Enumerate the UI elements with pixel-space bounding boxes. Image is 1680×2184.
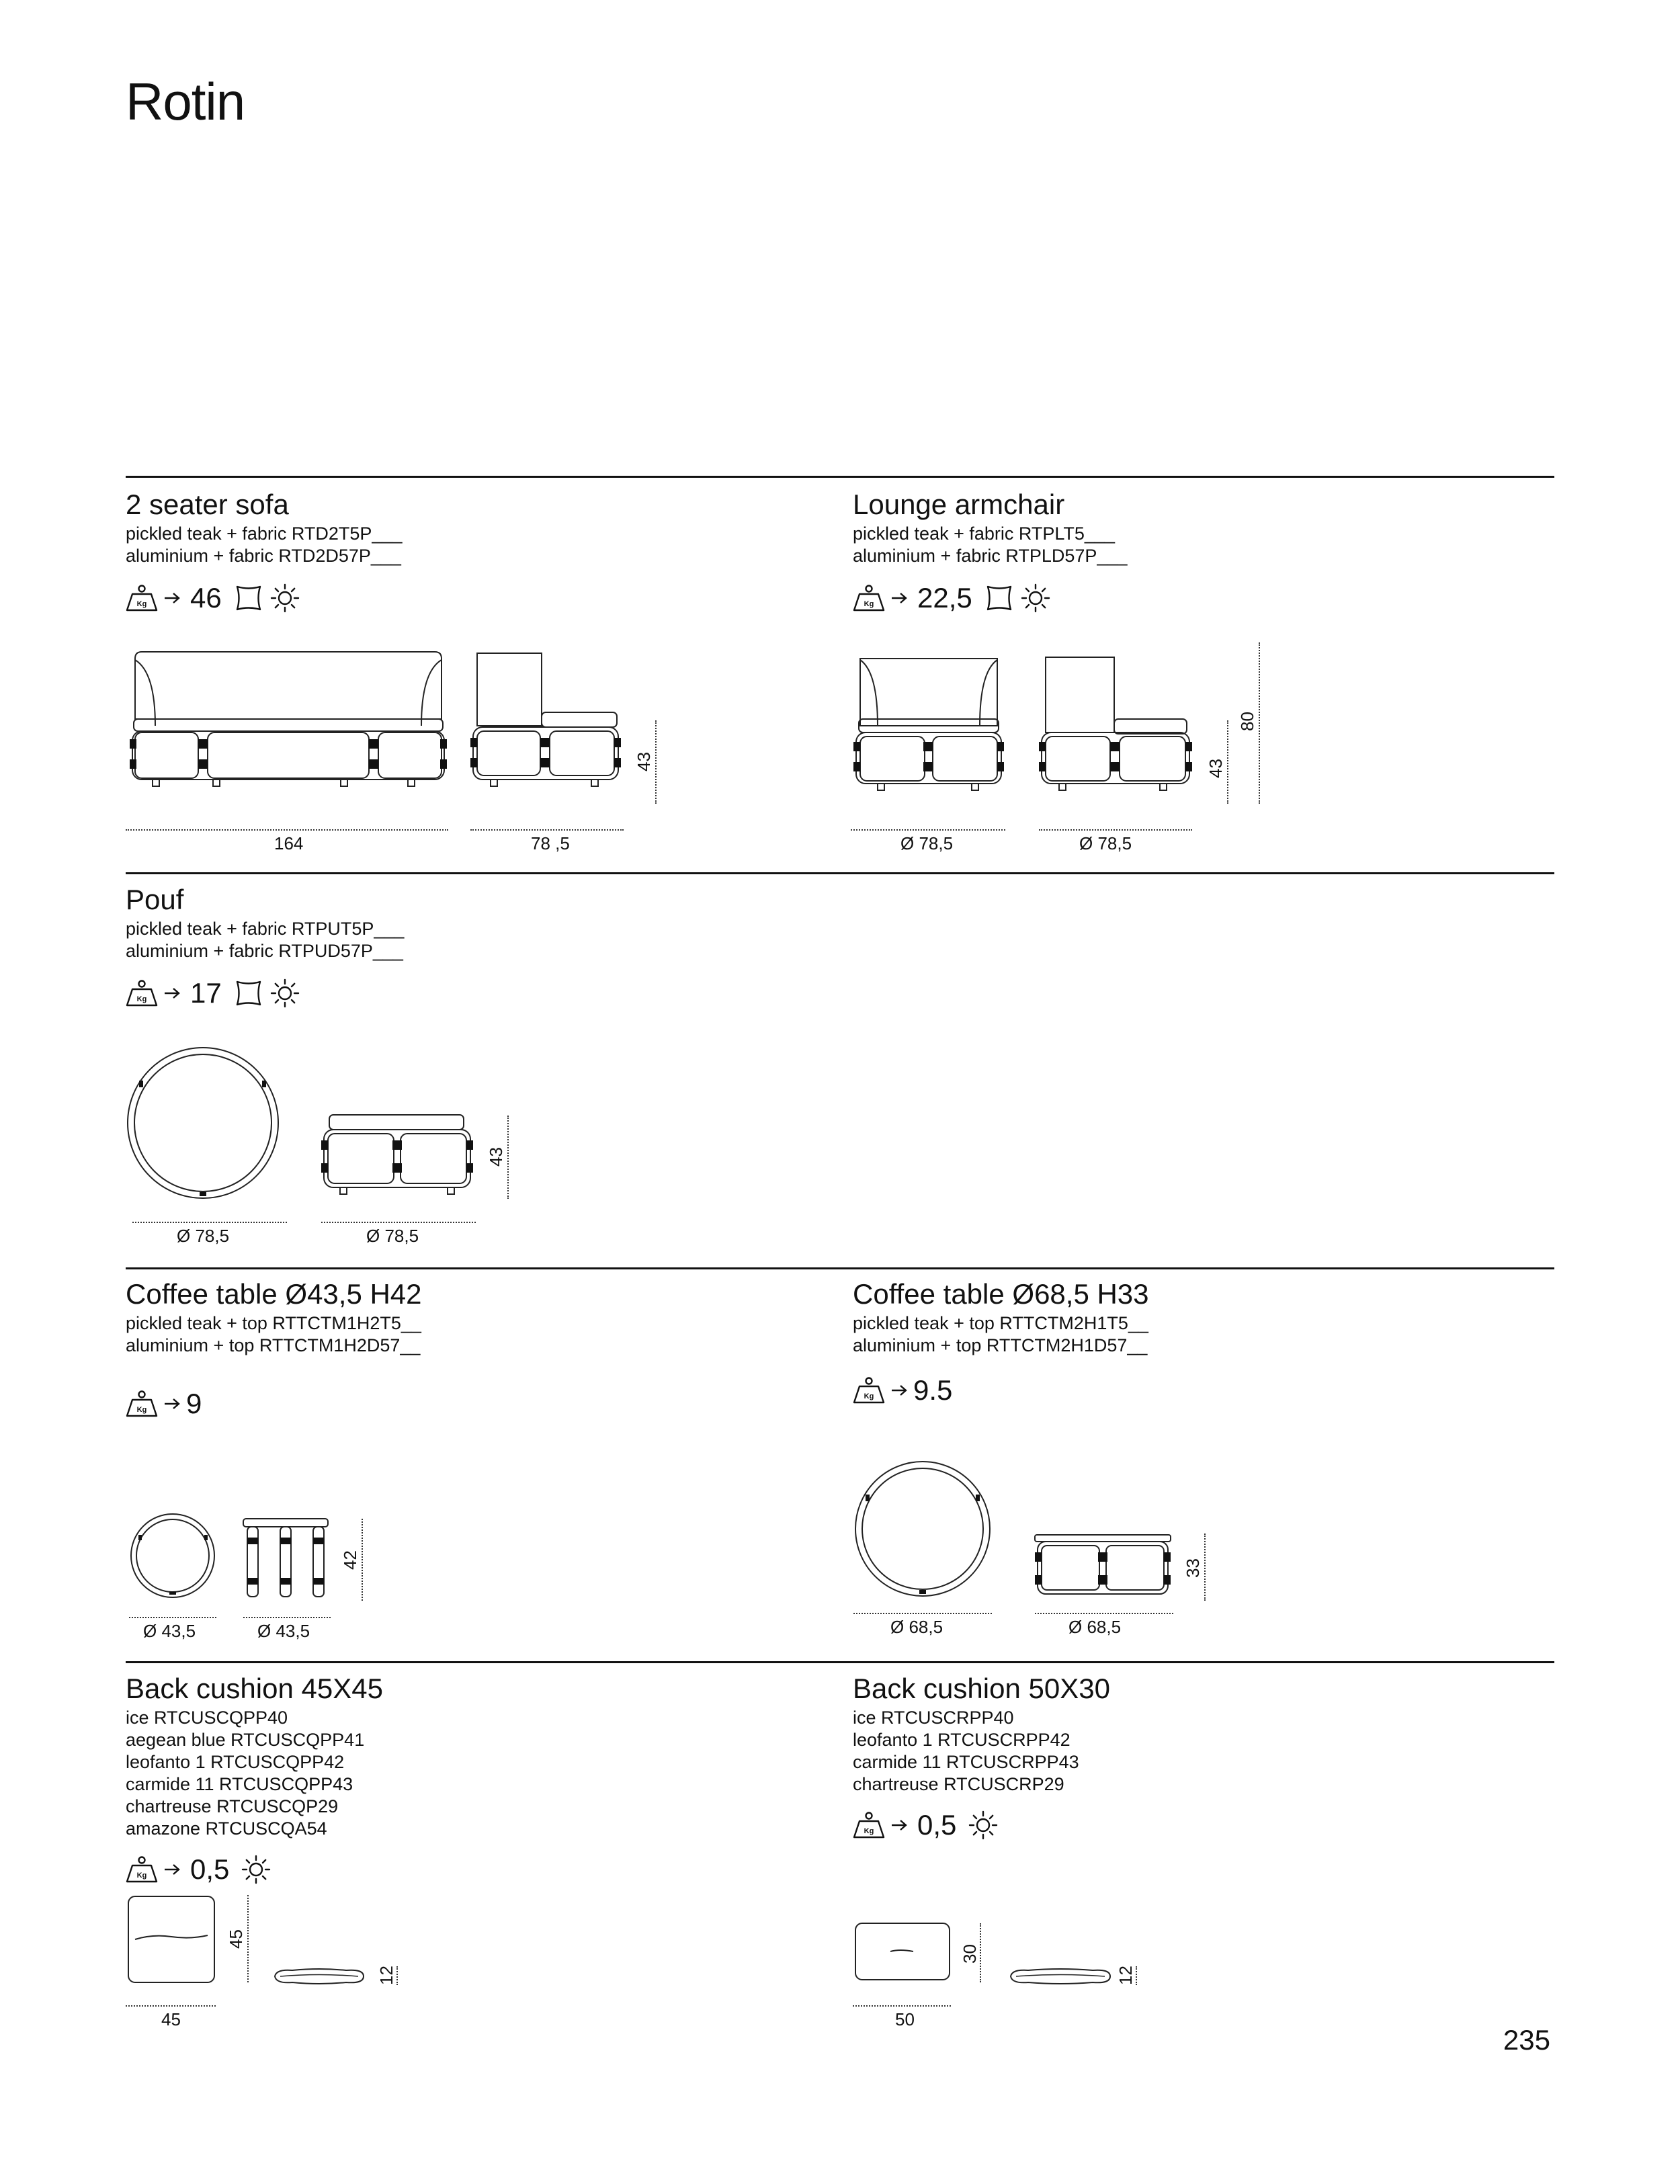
dimension-line — [243, 1617, 331, 1618]
product-variant: carmide 11 RTCUSCRPP43 — [853, 1752, 1079, 1772]
dimension-line — [1039, 829, 1192, 831]
weight-value: 0,5 — [190, 1853, 230, 1885]
product-variant: pickled teak + fabric RTD2T5P___ — [126, 523, 403, 544]
dimension-line — [1227, 720, 1228, 804]
weight-icon — [126, 1856, 158, 1883]
product-variant: aluminium + fabric RTPUD57P___ — [126, 941, 403, 961]
weight-icon — [853, 1377, 885, 1404]
arrow-icon — [163, 986, 181, 1000]
product-variant: leofanto 1 RTCUSCRPP42 — [853, 1730, 1070, 1750]
spec-icons — [853, 1370, 1149, 1411]
armchair-front-drawing — [851, 652, 1007, 813]
spec-icons — [126, 578, 402, 618]
dimension-side: Ø 78,5 — [366, 1226, 419, 1246]
product-variant: carmide 11 RTCUSCQPP43 — [126, 1774, 353, 1794]
dimension-line — [362, 1519, 363, 1601]
dimension-height: 43 — [485, 1147, 506, 1167]
product-variant: pickled teak + top RTTCTM1H2T5__ — [126, 1313, 421, 1333]
weight-icon — [126, 1390, 158, 1417]
product-variant: leofanto 1 RTCUSCQPP42 — [126, 1752, 345, 1772]
dimension-line — [853, 2005, 951, 2007]
cushion-icon — [234, 978, 263, 1008]
weight-value: 46 — [190, 582, 222, 614]
dimension-line — [126, 829, 448, 831]
table-large-top-drawing — [853, 1460, 992, 1598]
sun-icon — [270, 978, 300, 1008]
dimension-line — [129, 1617, 216, 1618]
product-title: 2 seater sofa — [126, 489, 289, 520]
sun-icon — [270, 583, 300, 613]
product-title: Coffee table Ø68,5 H33 — [853, 1278, 1149, 1310]
sun-icon — [241, 1855, 271, 1884]
dimension-line — [1204, 1534, 1206, 1601]
product-title: Coffee table Ø43,5 H42 — [126, 1278, 422, 1310]
dimension-height: 43 — [633, 752, 654, 771]
dimension-top: Ø 43,5 — [143, 1621, 196, 1641]
product-variant: aegean blue RTCUSCQPP41 — [126, 1730, 365, 1750]
weight-icon — [853, 1812, 885, 1839]
weight-icon — [853, 585, 885, 612]
product-variant: pickled teak + top RTTCTM2H1T5__ — [853, 1313, 1148, 1333]
table-large-side-drawing — [1034, 1534, 1172, 1599]
cushion-45-front-drawing — [126, 1894, 217, 1985]
spec-icons — [126, 973, 404, 1013]
arrow-icon — [163, 1863, 181, 1876]
product-variant: ice RTCUSCRPP40 — [853, 1708, 1014, 1728]
product-variant: chartreuse RTCUSCRP29 — [853, 1774, 1064, 1794]
pouf-top-drawing — [126, 1046, 280, 1200]
table-small-side-drawing — [242, 1516, 329, 1599]
table-small-top-drawing — [129, 1512, 216, 1599]
spec-icons — [126, 1384, 422, 1424]
dimension-top: Ø 78,5 — [177, 1226, 230, 1246]
page-title: Rotin — [126, 72, 245, 131]
page-number: 235 — [1503, 2024, 1550, 2056]
sofa-side-drawing — [470, 645, 625, 813]
cushion-45-side-drawing — [272, 1966, 366, 1986]
dimension-line — [655, 720, 657, 804]
cushion-50-front-drawing — [853, 1921, 952, 1982]
product-variant: ice RTCUSCQPP40 — [126, 1708, 288, 1728]
dimension-height: 42 — [339, 1550, 360, 1570]
dimension-line — [321, 1222, 476, 1223]
dimension-width: 164 — [274, 833, 304, 853]
dimension-line — [1035, 1613, 1173, 1614]
arrow-icon — [890, 1384, 908, 1397]
dimension-line — [470, 829, 624, 831]
spec-icons — [126, 1849, 383, 1890]
spec-icons — [853, 1805, 1110, 1845]
product-armchair — [853, 491, 1127, 618]
product-title: Back cushion 50X30 — [853, 1673, 1110, 1704]
product-title: Lounge armchair — [853, 489, 1065, 520]
arrow-icon — [163, 591, 181, 605]
section-divider — [126, 872, 1554, 874]
spec-icons — [853, 578, 1127, 618]
weight-value: 0,5 — [917, 1809, 957, 1841]
dimension-height: 45 — [225, 1929, 246, 1949]
product-variant: aluminium + fabric RTPLD57P___ — [853, 546, 1128, 566]
dimension-height: 33 — [1182, 1558, 1203, 1578]
sofa-front-drawing — [126, 645, 448, 813]
arrow-icon — [890, 1818, 908, 1832]
product-variant: amazone RTCUSCQA54 — [126, 1818, 327, 1839]
cushion-50-side-drawing — [1008, 1966, 1113, 1986]
cushion-icon — [984, 583, 1014, 613]
weight-value: 9 — [186, 1388, 202, 1419]
product-variant: chartreuse RTCUSCQP29 — [126, 1796, 339, 1816]
section-divider — [126, 1267, 1554, 1269]
weight-icon — [126, 980, 158, 1007]
dimension-seat-height: 43 — [1205, 759, 1226, 778]
product-coffee-table-small — [126, 1280, 422, 1424]
dimension-line — [853, 1613, 992, 1614]
dimension-height: 80 — [1236, 712, 1257, 731]
product-variant: aluminium + top RTTCTM1H2D57__ — [126, 1335, 421, 1355]
dimension-line — [507, 1116, 509, 1199]
dimension-line — [126, 2005, 216, 2007]
product-variant: pickled teak + fabric RTPLT5___ — [853, 523, 1115, 544]
product-title: Back cushion 45X45 — [126, 1673, 383, 1704]
arrow-icon — [163, 1397, 181, 1411]
dimension-top: Ø 68,5 — [890, 1617, 943, 1637]
dimension-width: 50 — [895, 2009, 915, 2029]
dimension-thickness: 12 — [1115, 1966, 1136, 1985]
weight-value: 9.5 — [913, 1374, 953, 1406]
weight-value: 22,5 — [917, 582, 972, 614]
armchair-side-drawing — [1039, 652, 1193, 813]
dimension-line — [1259, 642, 1260, 804]
sun-icon — [968, 1810, 998, 1840]
dimension-front: Ø 78,5 — [900, 833, 954, 853]
section-divider — [126, 1661, 1554, 1663]
arrow-icon — [890, 591, 908, 605]
product-variant: pickled teak + fabric RTPUT5P___ — [126, 919, 405, 939]
dimension-side: Ø 78,5 — [1079, 833, 1132, 853]
weight-value: 17 — [190, 977, 222, 1009]
dimension-line — [132, 1222, 287, 1223]
sun-icon — [1021, 583, 1050, 613]
dimension-thickness: 12 — [376, 1966, 396, 1985]
cushion-icon — [234, 583, 263, 613]
pouf-side-drawing — [320, 1112, 474, 1196]
product-variant: aluminium + fabric RTD2D57P___ — [126, 546, 401, 566]
dimension-line — [851, 829, 1005, 831]
dimension-side: Ø 43,5 — [257, 1621, 310, 1641]
dimension-height: 30 — [959, 1944, 980, 1964]
product-sofa — [126, 491, 402, 618]
section-divider — [126, 476, 1554, 478]
product-title: Pouf — [126, 884, 184, 915]
dimension-depth: 78 ,5 — [531, 833, 570, 853]
dimension-side: Ø 68,5 — [1068, 1617, 1122, 1637]
product-cushion-45 — [126, 1675, 383, 1890]
product-cushion-50 — [853, 1675, 1110, 1845]
weight-icon — [126, 585, 158, 612]
product-coffee-table-large — [853, 1280, 1149, 1411]
dimension-line — [247, 1895, 249, 1982]
product-pouf — [126, 886, 404, 1013]
product-variant: aluminium + top RTTCTM2H1D57__ — [853, 1335, 1148, 1355]
dimension-width: 45 — [161, 2009, 181, 2029]
